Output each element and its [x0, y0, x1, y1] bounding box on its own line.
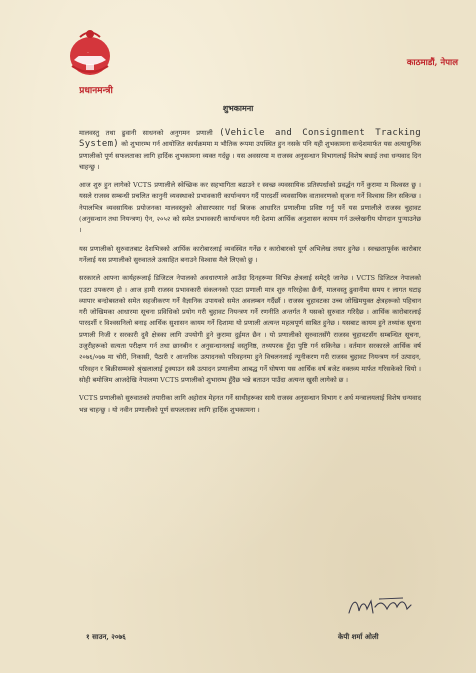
- handwritten-signature: [345, 595, 417, 619]
- location-label: काठमाडौं, नेपाल: [406, 58, 458, 68]
- paragraph-2: आज शुरु हुन लागेको VCTS प्रणालीले स्वेच्छिक कर सहभागिता बढाउने र स्वच्छ व्यवसायिक प्रतिस्पर्धाको प्रवर्द्धन गर्ने कुरामा म विश्वस्त छु । यसले राजस्व सम्बन्धी प्रचलित कानुनी व्यवस्थाको प्रभावकारी कार्यान्वयन गर्दै पारदर्शी व्यवसायिक वातावरणको सृजना गर्ने विश्वास लिन सकिन्छ । नेपालभित्र व्यवसायिक प्रयोजनका मालवस्तुको ओसारपसार गर्दा बिजक आधारित प्रणालीमा प्रविष्ट गर्नु पर्ने यस प्रणालीले राजस्व चुहावट (अनुसन्धान तथा नियन्त्रण) ऐन, २०५२ को समेत प्रभावकारी कार्यान्वयन गरी देशमा आर्थिक अनुशासन कायम गर्न उल्लेखनीय योगदान पुऱ्याउनेछ ।: [79, 181, 421, 235]
- paragraph-4: सरकारले आफ्ना कार्यहरूलाई डिजिटल नेपालको अवधारणाले आउँदा दिनहरूमा विभिन्न क्षेत्रलाई समेट्दै जानेछ । VCTS डिजिटल नेपालको एउटा उपकरण हो । आज हामी राजस्व प्रभावकारी संकलनको एउटा प्रणाली मात्र शुरु गरिरहेका छैनौं, मालवस्तु ढुवानीमा समय र लागत घटाइ व्यापार बन्दोबस्तको समेत सहजीकरण गर्ने वैज्ञानिक उपायको समेत अवलम्बन गर्दैछौं । राजस्व चुहावटका उच्च जोखिमयुक्त क्षेत्रहरूको पहिचान गरी जोखिमका आधारमा सूचना प्रविधिको प्रयोग गरी चुहावट नियन्त्रण गर्ने रणनीति अन्तर्गत नै यसको सुरुवात गरिदैछ । आर्थिक कारोबारलाई पारदर्शी र विश्वसनिलो बनाइ आर्थिक सुशासन कायम गर्ने दिशामा यो प्रणाली अत्यन्त महत्वपूर्ण साबित हुनेछ । यसबाट कायम हुने तथ्यांक सूचना प्रणाली निजी र सरकारी दुवै क्षेत्रका लागि उपयोगी हुने कुरामा दुईमत छैन । यो प्रणालीको सुरुवातसँगै राजस्व चुहावटसँग सम्बन्धित सूचना, उजुरीहरूको सत्यता परीक्षण गर्न तथा छानबीन र अनुसन्धानलाई वस्तुनिष्ठ, तथ्यपरक हुँदा पुष्टि गर्न सकिनेछ । वर्तमान सरकारले आर्थिक वर्ष २०७६/०७७ मा चोरी, निकासी, पैठारी र आन्तरिक उत्पादनको परिवहनमा हुने विचलनलाई न्यूनीकरण गरी राजस्व चुहावट नियन्त्रण गर्न उत्पादन, परिवहन र बिक्रीसम्मको श्रृंखलालाई टुक्याउन सबै उत्पादन प्रणालीमा आबद्ध गर्ने घोषणा यस आर्थिक वर्ष बजेट वक्तव्य मार्फत गरिसकेको थियो । सोही बमोजिम आजदेखि नेपालमा VCTS प्रणालीको शुभारम्भ हुँदैछ भन्ने बताउन पाउँदा अत्यन्त खुसी लागेको छ ।: [79, 274, 421, 384]
- letter-body: [79, 128, 421, 423]
- letter-heading: शुभकामना: [222, 103, 254, 113]
- nepal-emblem-icon: [66, 26, 114, 78]
- paragraph-1: मालवस्तु तथा ढुवानी साधनको अनुगमन प्रणाली (Vehicle and Consignment Tracking System) को शुभारम्भ गर्न आयोजित कार्यक्रममा म भौतिक रूपमा उपस्थित हुन नसके पनि यही शुभकामना सन्देशमार्फत यस अत्याधुनिक प्रणालीको पूर्ण सफलताका लागि हार्दिक शुभकामना व्यक्त गर्दछु । यस अवसरमा म राजस्व अनुसन्धान विभागलाई विशेष बधाई तथा धन्यवाद दिन चाहन्छु ।: [79, 128, 421, 171]
- signer-name: केपी शर्मा ओली: [338, 632, 379, 641]
- paragraph-5: VCTS प्रणालीको सुरुवातको तयारीका लागि अहोरात्र मेहनत गर्ने साथीहरूका साथै राजस्व अनुसन्धान विभाग र अर्थ मन्त्रालयलाई विशेष धन्यवाद भन्न चाहन्छु । यो नवीन प्रणालीको पूर्ण सफलताका लागि हार्दिक शुभकामना ।: [79, 394, 421, 414]
- paragraph-3: यस प्रणालीको सुरुवातबाट देशभित्रको आर्थिक कारोबारलाई व्यवस्थित गर्नेछ र कारोबारको पूर्ण अभिलेख तयार हुनेछ । स्वच्छतापूर्वक कारोबार गर्नेलाई यस प्रणालीको सुरुवातले उत्साहित बनाउने विश्वास मैले लिएको छु ।: [79, 244, 421, 264]
- office-title: प्रधानमन्त्री: [79, 86, 113, 96]
- system-name-english: (Vehicle and Consignment Tracking System): [79, 128, 421, 150]
- letter-date: १ साउन, २०७६: [86, 632, 126, 641]
